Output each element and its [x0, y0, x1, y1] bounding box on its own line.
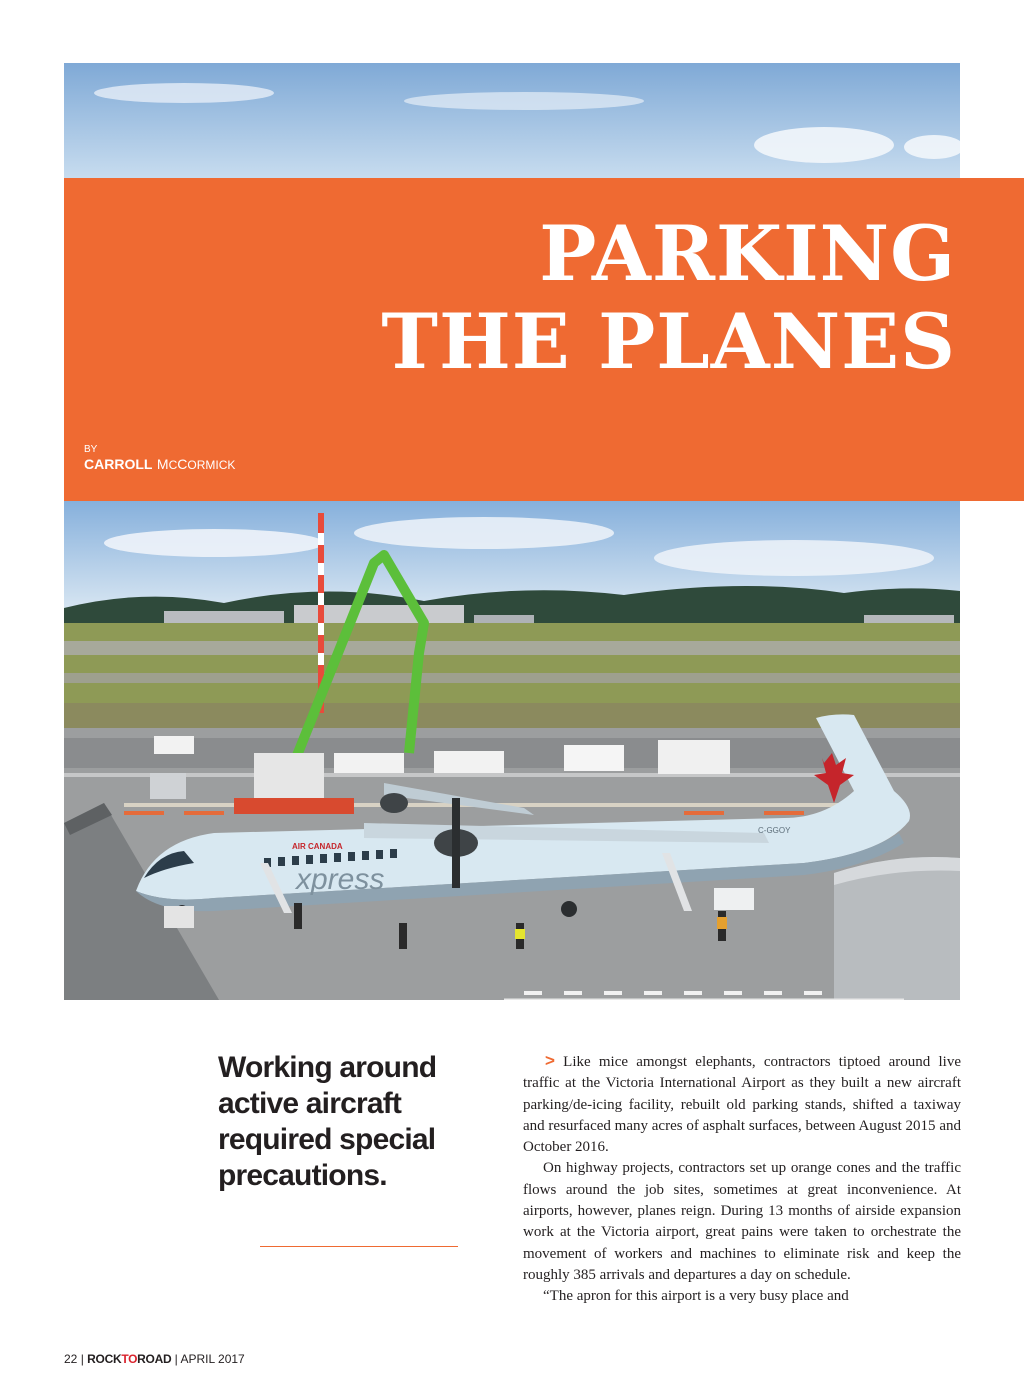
- paragraph-text: Like mice amongst elephants, contractors tiptoed around live traffic at the Victoria International Airport as they built a new aircraft parking/de-icing facility, rebuilt old parking stands, shifted a taxiway and resurfaced many acres of asphalt surfaces, between August 2015 and October 2016.: [523, 1054, 961, 1156]
- author-last-initial: M: [156, 456, 169, 472]
- article-deck: Working around active aircraft required special precautions.: [218, 1051, 437, 1192]
- lead-marker-icon: >: [545, 1051, 555, 1070]
- brand-to: TO: [121, 1352, 138, 1366]
- byline-prefix: BY: [84, 444, 98, 455]
- article-body: [523, 1050, 961, 1308]
- body-paragraph: [523, 1050, 961, 1158]
- article-headline: [381, 210, 956, 386]
- author-first-name: CARROLL: [84, 456, 153, 472]
- issue-date: APRIL 2017: [180, 1352, 245, 1366]
- body-paragraph: “The apron for this airport is a very busy place and: [543, 1288, 849, 1305]
- deck-divider: [260, 1246, 458, 1247]
- headline-line-1: PARKING: [539, 209, 956, 298]
- aircraft-livery: xpress: [296, 863, 385, 896]
- brand-rock: ROCK: [87, 1352, 122, 1366]
- author-last-small: C: [168, 458, 178, 472]
- title-band: [64, 178, 1024, 501]
- magazine-logo: [87, 1352, 171, 1366]
- footer-separator: |: [174, 1352, 178, 1366]
- aircraft-livery-small: AIR CANADA: [292, 842, 343, 851]
- body-paragraph: On highway projects, contractors set up orange cones and the traffic flows around the job sites, sometimes at great inconvenience. At airports, however, planes reign. During 13 months of airside expansion work at the Victoria airport, great pains were taken to orchestrate the movement of workers and machines to eliminate risk and keep the roughly 385 arrivals and departures a day on schedule.: [523, 1160, 961, 1283]
- footer-separator: |: [80, 1352, 84, 1366]
- brand-road: ROAD: [137, 1352, 172, 1366]
- aircraft-registration: C-GGOY: [758, 826, 791, 835]
- author-last-cap: C: [177, 456, 188, 472]
- byline: [84, 444, 235, 474]
- author-last-rest: ORMICK: [187, 458, 236, 472]
- page-number: 22: [64, 1352, 78, 1366]
- headline-line-2: THE PLANES: [381, 297, 956, 386]
- page-footer: [64, 1352, 245, 1366]
